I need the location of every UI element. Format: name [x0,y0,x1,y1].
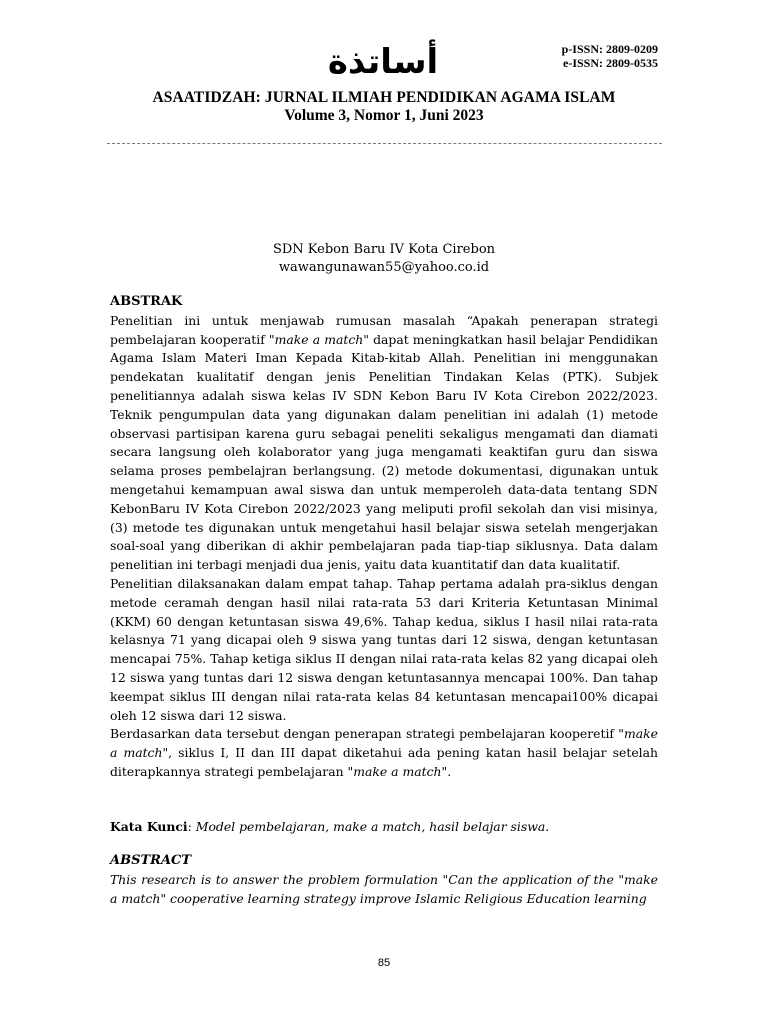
abstract-heading: ABSTRACT [110,853,192,868]
abstract-text: This research is to answer the problem formulation "Can the application of the "make a match" cooperative learning strategy improve Islamic Religious Education learning [110,872,658,906]
abstrak-p1-text-a: Penelitian ini untuk menjawab rumusan masalah “Apakah penerapan strategi pembelajaran kooperatif " [110,312,658,347]
abstrak-p3-text-b: ", siklus I, II dan III dapat diketahui ada pening katan hasil belajar setelah diterapkannya strategi pembelajaran " [110,745,658,779]
author-email: wawangunawan55@yahoo.co.id [278,260,490,275]
abstrak-p3-emphasis-2: make a match [353,763,442,779]
abstrak-p3-emphasis-1: make a match [110,726,658,761]
issn-block [562,42,658,70]
journal-logo-text: أساتذة [327,42,439,82]
abstrak-paragraph-2: Penelitian dilaksanakan dalam empat tahap. Tahap pertama adalah pra-siklus dengan metode ceramah dengan hasil nilai rata-rata 53 dari Kriteria Ketuntasan Minimal (KKM) 60 dengan ketuntasan siswa 49,6%. Tahap kedua, siklus I hasil nilai rata-rata kelasnya 71 yang dicapai oleh 9 siswa yang tuntas dari 12 siswa, dengan ketuntasan mencapai 75%. Tahap ketiga siklus II dengan nilai rata-rata kelas 82 yang dicapai oleh 12 siswa yang tuntas dari 12 siswa dengan ketuntasannya mencapai 100%. Dan tahap keempat siklus III dengan nilai rata-rata kelas 84 ketuntasan mencapai100% dicapai oleh 12 siswa dari 12 siswa. [110,575,658,723]
page-number: 85 [377,957,391,969]
abstrak-section [110,293,658,782]
e-issn: e-ISSN: 2809-0535 [563,56,658,70]
journal-title: ASAATIDZAH: JURNAL ILMIAH PENDIDIKAN AGAMA ISLAM [152,89,616,106]
keywords-text: Model pembelajaran, make a match, hasil belajar siswa. [195,819,550,834]
volume-line: Volume 3, Nomor 1, Juni 2023 [284,107,484,124]
abstrak-p1-emphasis: make a match [274,331,364,347]
abstrak-heading: ABSTRAK [110,294,183,309]
abstrak-paragraph-1 [110,312,658,575]
keywords-label: Kata Kunci [110,819,188,834]
abstrak-paragraph-3 [110,725,658,781]
keywords-line [110,818,658,837]
p-issn: p-ISSN: 2809-0209 [561,42,658,56]
author-affiliation: SDN Kebon Baru IV Kota Cirebon [272,242,496,257]
journal-logo [318,40,448,84]
abstrak-p1-text-b: " dapat meningkatkan hasil belajar Pendidikan Agama Islam Materi Iman Kepada Kitab-kitab Allah. Penelitian ini menggunakan pendekatan kualitatif dengan jenis Penelitian Tindakan Kelas (PTK). Subjek penelitiannya adalah siswa kelas IV SDN Kebon Baru IV Kota Cirebon 2022/2023. Teknik pengumpulan data yang digunakan dalam penelitian ini adalah (1) metode observasi partisipan karena guru sebagai peneliti sekaligus mengamati dan diamati secara langsung oleh kolaborator yang juga mengamati keaktifan guru dan siswa selama proses pembelajran berlangsung. (2) metode dokumentasi, digunakan untuk mengetahui kemampuan awal siswa dan untuk memperoleh data-data tentang SDN KebonBaru IV Kota Cirebon 2022/2023 yang meliputi profil sekolah dan visi misinya, (3) metode tes digunakan untuk mengetahui hasil belajar siswa setelah mengerjakan soal-soal yang diberikan di akhir pembelajaran pada tiap-tiap siklusnya. Data dalam penelitian ini terbagi menjadi dua jenis, yaitu data kuantitatif dan data kualitatif. [110,331,658,573]
keywords-separator: : [187,819,196,834]
abstrak-p3-text-c: ". [441,763,452,779]
header-divider [107,143,662,144]
abstrak-p3-text-a: Berdasarkan data tersebut dengan penerapan strategi pembelajaran kooperetif " [110,726,625,742]
